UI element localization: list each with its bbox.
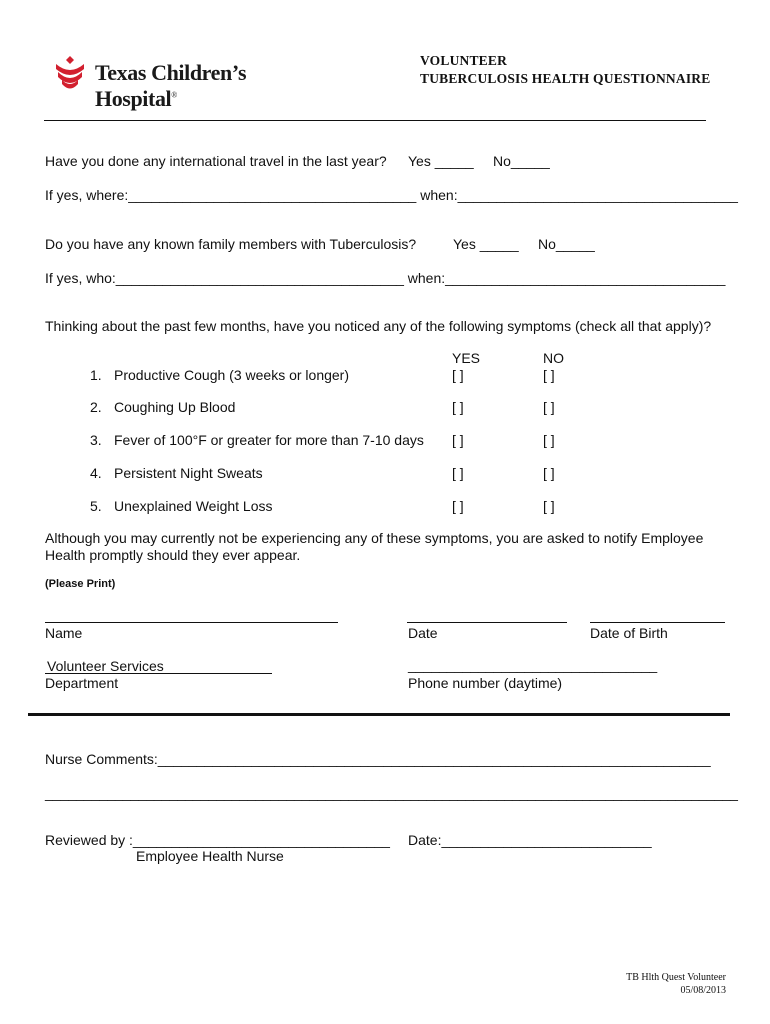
form-title-line1: VOLUNTEER <box>420 53 508 68</box>
footer-form-id: TB Hlth Quest Volunteer <box>626 972 726 983</box>
symptom-no-checkbox[interactable]: [ ] <box>543 498 555 514</box>
symptom-number: 4. <box>90 465 102 481</box>
nurse-comments-line2[interactable]: _________________________________________________________________________________________ <box>45 785 738 801</box>
form-title-line2: TUBERCULOSIS HEALTH QUESTIONNAIRE <box>420 71 711 86</box>
name-field-line[interactable] <box>45 622 338 623</box>
phone-field[interactable]: ________________________________ <box>408 657 658 673</box>
symptom-no-checkbox[interactable]: [ ] <box>543 465 555 481</box>
symptom-yes-checkbox[interactable]: [ ] <box>452 498 464 514</box>
name-label: Name <box>45 625 83 641</box>
reviewed-date-field[interactable]: Date:___________________________ <box>408 832 652 848</box>
footer-date: 05/08/2013 <box>680 985 726 996</box>
symptom-number: 2. <box>90 399 102 415</box>
family-question: Do you have any known family members with Tuberculosis? <box>45 236 417 252</box>
department-field-line <box>45 673 272 674</box>
notice-line1: Although you may currently not be experiencing any of these symptoms, you are asked to notify Employee <box>45 530 704 546</box>
dob-field-line[interactable] <box>590 622 725 623</box>
family-no-field[interactable]: No_____ <box>538 236 595 252</box>
symptoms-intro: Thinking about the past few months, have you noticed any of the following symptoms (check all that apply)? <box>45 318 712 334</box>
nurse-comments-field[interactable]: Nurse Comments:_______________________________________________________________________ <box>45 751 711 767</box>
travel-question: Have you done any international travel in the last year? <box>45 153 387 169</box>
symptom-label: Unexplained Weight Loss <box>114 498 273 514</box>
family-who-when-field[interactable]: If yes, who:_____________________________________ when:____________________________________ <box>45 270 726 286</box>
section-divider <box>28 713 730 716</box>
department-label: Department <box>45 675 119 691</box>
symptom-no-checkbox[interactable]: [ ] <box>543 399 555 415</box>
symptom-yes-checkbox[interactable]: [ ] <box>452 399 464 415</box>
symptom-label: Persistent Night Sweats <box>114 465 263 481</box>
travel-where-when-field[interactable]: If yes, where:_____________________________________ when:____________________________________ <box>45 187 738 203</box>
travel-yes-field[interactable]: Yes _____ <box>408 153 474 169</box>
no-column-header: NO <box>543 350 564 366</box>
symptom-label: Productive Cough (3 weeks or longer) <box>114 367 350 383</box>
symptom-number: 3. <box>90 432 102 448</box>
yes-column-header: YES <box>452 350 481 366</box>
symptom-yes-checkbox[interactable]: [ ] <box>452 432 464 448</box>
hospital-logo <box>50 52 320 111</box>
symptom-number: 1. <box>90 367 102 383</box>
date-label: Date <box>408 625 438 641</box>
notice-line2: Health promptly should they ever appear. <box>45 547 301 563</box>
phone-label: Phone number (daytime) <box>408 675 563 691</box>
nurse-title-label: Employee Health Nurse <box>136 848 284 864</box>
symptom-label: Fever of 100°F or greater for more than 7-10 days <box>114 432 424 448</box>
family-yes-field[interactable]: Yes _____ <box>453 236 519 252</box>
date-field-line[interactable] <box>407 622 567 623</box>
please-print-note: (Please Print) <box>45 578 116 590</box>
heart-logo-icon <box>50 54 90 94</box>
symptom-yes-checkbox[interactable]: [ ] <box>452 367 464 383</box>
department-value[interactable]: Volunteer Services <box>47 658 164 674</box>
symptom-number: 5. <box>90 498 102 514</box>
logo-wordmark: Texas Children’s Hospital® <box>95 60 247 111</box>
header-divider <box>44 120 706 121</box>
dob-label: Date of Birth <box>590 625 668 641</box>
symptom-label: Coughing Up Blood <box>114 399 236 415</box>
symptom-no-checkbox[interactable]: [ ] <box>543 367 555 383</box>
symptom-no-checkbox[interactable]: [ ] <box>543 432 555 448</box>
symptom-yes-checkbox[interactable]: [ ] <box>452 465 464 481</box>
reviewed-by-field[interactable]: Reviewed by :_________________________________ <box>45 832 390 848</box>
travel-no-field[interactable]: No_____ <box>493 153 550 169</box>
